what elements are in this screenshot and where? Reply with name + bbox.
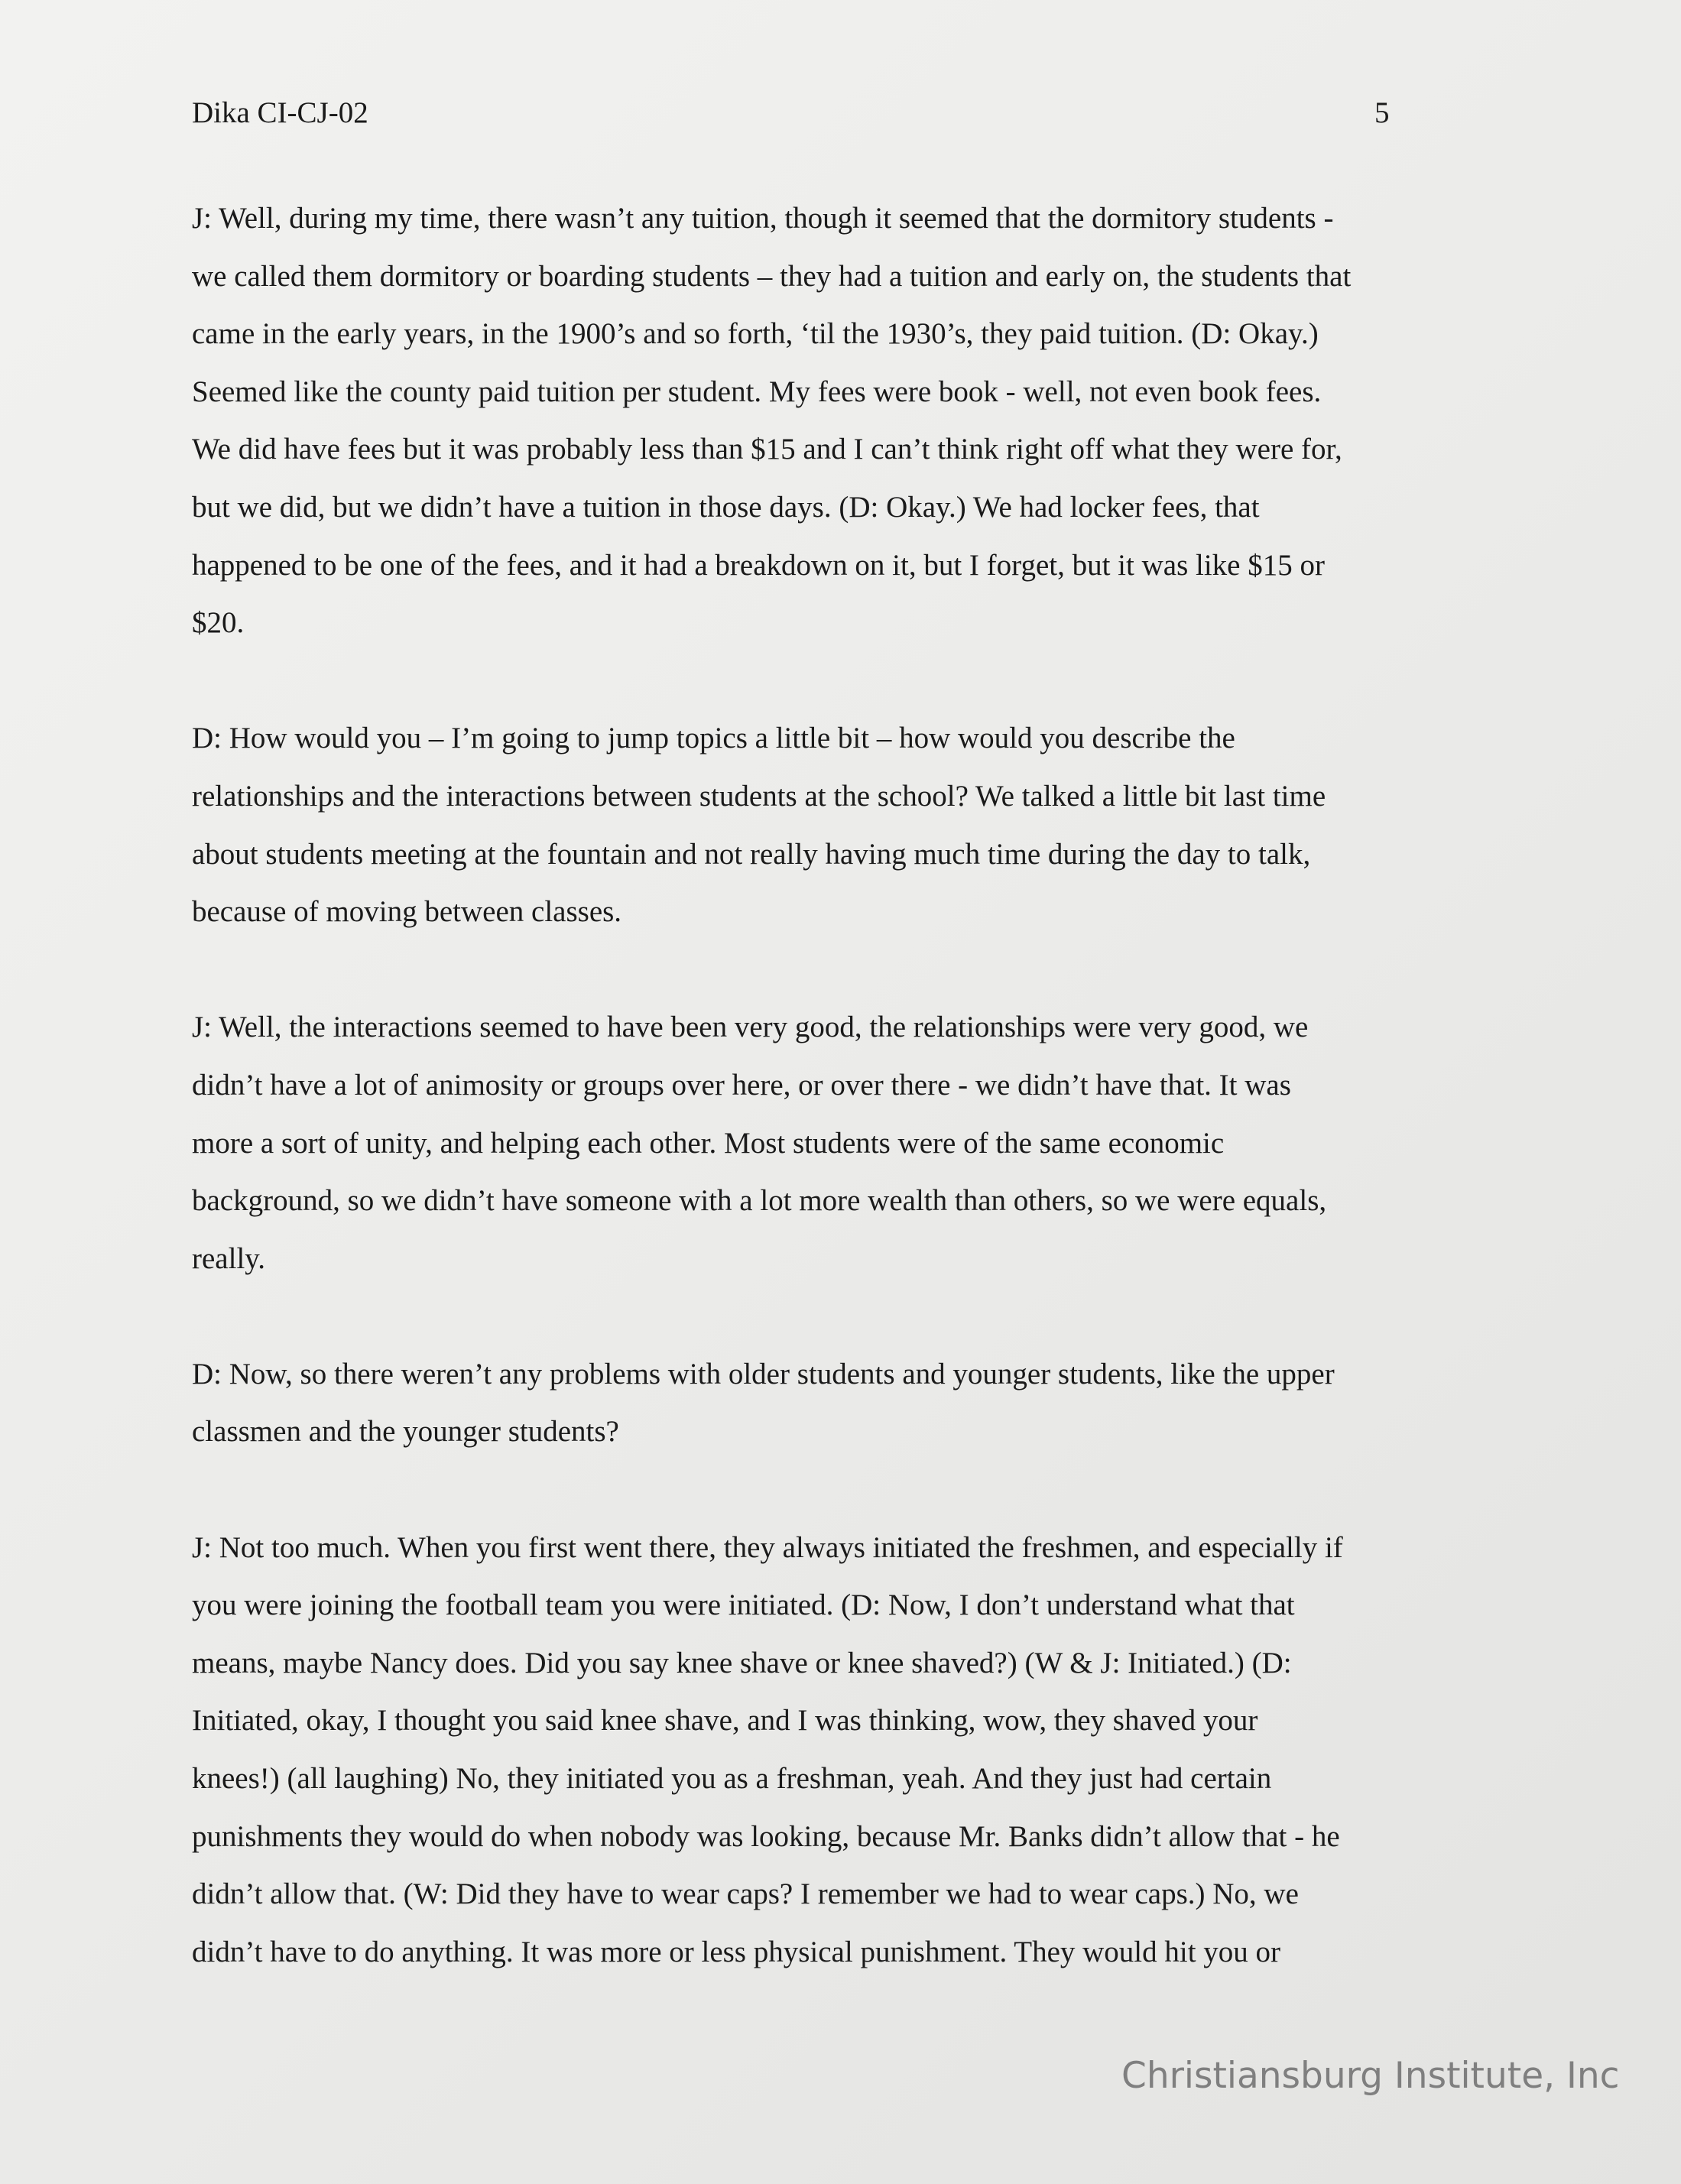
text-line: because of moving between classes.: [192, 895, 622, 929]
text-line: J: Not too much. When you first went there, they always initiated the freshmen, and especially if: [192, 1530, 1343, 1564]
text-line: came in the early years, in the 1900’s and so forth, ‘til the 1930’s, they paid tuition. (D: Okay.): [192, 317, 1319, 351]
transcript-body: [192, 190, 1507, 2039]
text-line: J: Well, during my time, there wasn’t any tuition, though it seemed that the dormitory students -: [192, 202, 1334, 235]
text-line: $20.: [192, 606, 245, 640]
page-header: [192, 90, 1392, 136]
paragraph-4: [192, 1345, 1507, 1461]
text-line: knees!) (all laughing) No, they initiated you as a freshman, yeah. And they just had certain: [192, 1762, 1272, 1796]
page-number: 5: [1374, 96, 1390, 129]
text-line: really.: [192, 1241, 265, 1275]
text-line: more a sort of unity, and helping each other. Most students were of the same economic: [192, 1126, 1225, 1160]
text-line: Initiated, okay, I thought you said knee shave, and I was thinking, wow, they shaved your: [192, 1704, 1258, 1738]
text-line: D: Now, so there weren’t any problems with older students and younger students, like the upper: [192, 1357, 1335, 1391]
paragraph-5: [192, 1519, 1507, 1981]
text-line: didn’t have a lot of animosity or groups over here, or over there - we didn’t have that. It was: [192, 1068, 1291, 1102]
text-line: background, so we didn’t have someone with a lot more wealth than others, so we were equals,: [192, 1184, 1327, 1218]
text-line: you were joining the football team you were initiated. (D: Now, I don’t understand what that: [192, 1589, 1295, 1622]
text-line: happened to be one of the fees, and it had a breakdown on it, but I forget, but it was like $15 or: [192, 548, 1325, 582]
text-line: about students meeting at the fountain and not really having much time during the day to talk,: [192, 837, 1311, 871]
text-line: but we did, but we didn’t have a tuition in those days. (D: Okay.) We had locker fees, that: [192, 490, 1260, 524]
text-line: Seemed like the county paid tuition per student. My fees were book - well, not even book fees.: [192, 375, 1322, 408]
text-line: D: How would you – I’m going to jump topics a little bit – how would you describe the: [192, 722, 1235, 755]
text-line: We did have fees but it was probably less than $15 and I can’t think right off what they were for,: [192, 433, 1342, 466]
text-line: we called them dormitory or boarding students – they had a tuition and early on, the students that: [192, 259, 1352, 293]
watermark: Christiansburg Institute, Inc: [1121, 2055, 1620, 2097]
paragraph-3: [192, 998, 1507, 1287]
text-line: classmen and the younger students?: [192, 1415, 619, 1449]
paragraph-2: [192, 709, 1507, 940]
text-line: punishments they would do when nobody was looking, because Mr. Banks didn’t allow that - he: [192, 1819, 1340, 1853]
document-id: Dika CI-CJ-02: [192, 96, 368, 129]
text-line: didn’t allow that. (W: Did they have to wear caps? I remember we had to wear caps.) No, we: [192, 1877, 1299, 1911]
text-line: relationships and the interactions between students at the school? We talked a little bit last time: [192, 779, 1326, 813]
text-line: means, maybe Nancy does. Did you say knee shave or knee shaved?) (W & J: Initiated.) (D:: [192, 1646, 1292, 1679]
text-line: didn’t have to do anything. It was more or less physical punishment. They would hit you or: [192, 1935, 1281, 1968]
paragraph-1: [192, 190, 1507, 652]
text-line: J: Well, the interactions seemed to have been very good, the relationships were very good, we: [192, 1011, 1309, 1044]
